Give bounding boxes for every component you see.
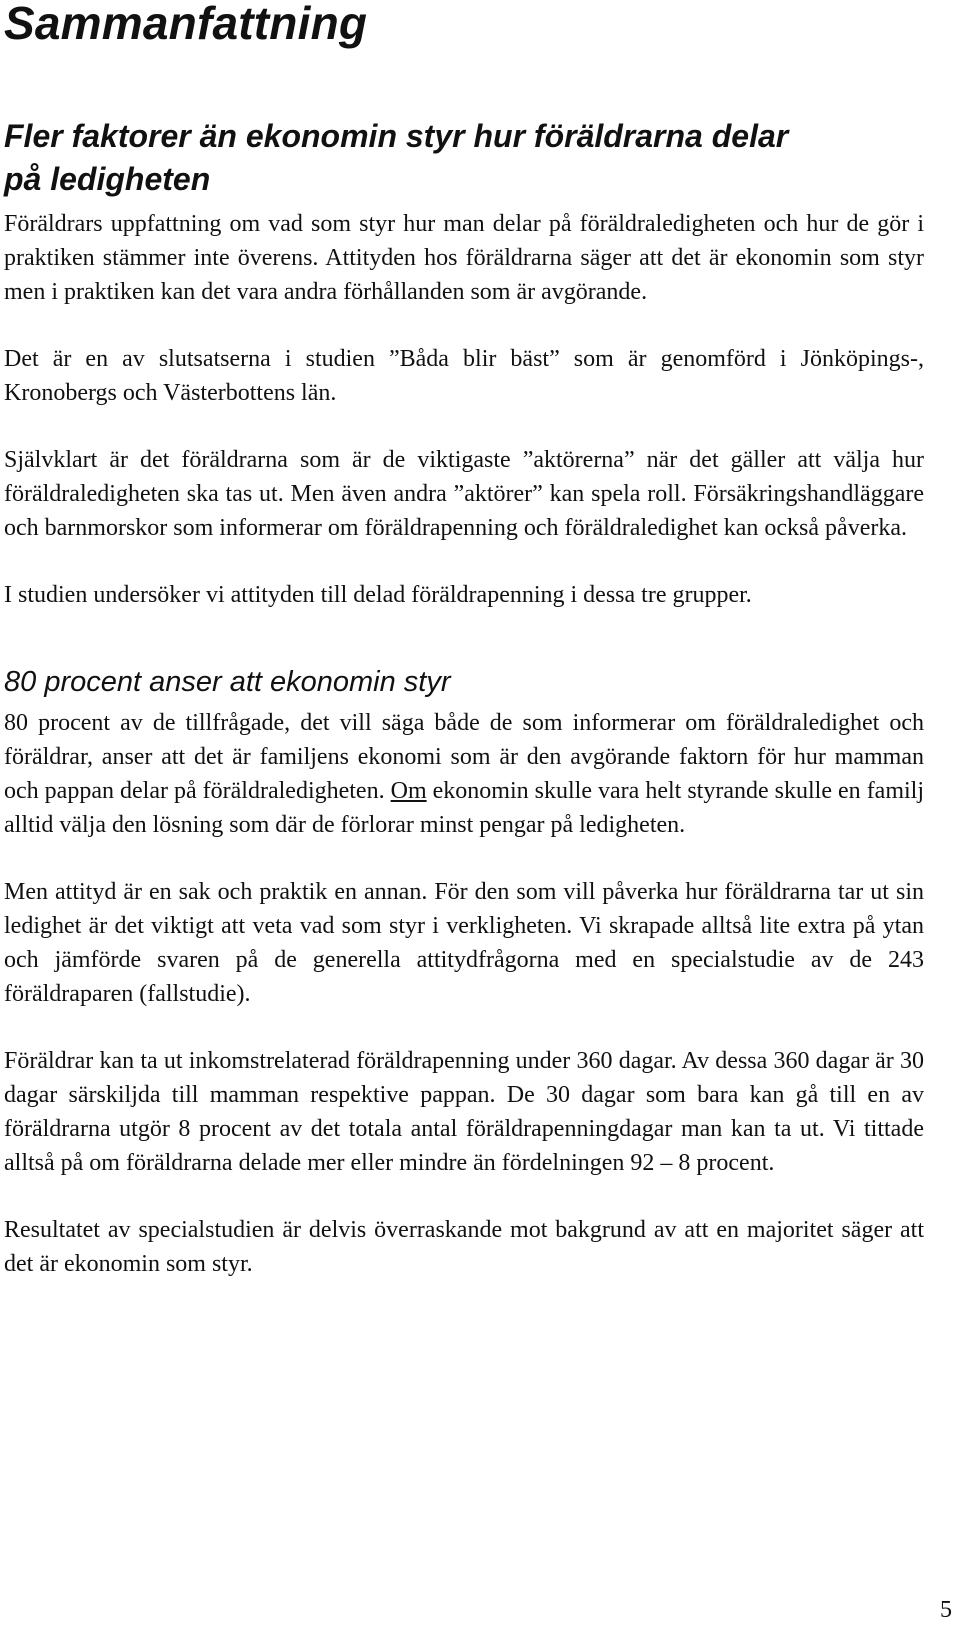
paragraph-result: Resultatet av specialstudien är delvis överraskande mot bakgrund av att en majoritet säger att det är ekonomin som styr. [4,1217,924,1277]
paragraph-study-conclusion: Det är en av slutsatserna i studien ”Båda blir bäst” som är genomförd i Jönköpings-, Kronobergs och Västerbottens län. [4,346,924,406]
paragraph-eighty-percent-text: 80 procent av de tillfrågade, det vill säga både de som informerar om föräldraledighet och föräldrar, anser att det är familjens ekonomi som är den avgörande faktorn för hur mamman och pappan delar på föräldraledigheten. [4,710,924,804]
paragraph-actors: Självklart är det föräldrarna som är de viktigaste ”aktörerna” när det gäller att välja hur föräldraledigheten ska tas ut. Men även andra ”aktörer” kan spela roll. Försäkringshandläggare och barnmorskor som informerar om föräldrapenning och föräldraledighet kan också påverka. [4,447,924,541]
paragraph-eighty-percent [4,706,924,842]
section-heading-economy: 80 procent anser att ekonomin styr [4,666,451,698]
document-page [4,0,924,1314]
paragraph-study-groups: I studien undersöker vi attityden till delad föräldrapenning i dessa tre grupper. [4,582,752,608]
underlined-word: Om [390,778,427,804]
paragraph-parental-benefit-days: Föräldrar kan ta ut inkomstrelaterad föräldrapenning under 360 dagar. Av dessa 360 dagar är 30 dagar särskiljda till mamman respektive pappan. De 30 dagar som bara kan gå till en av föräldrarna utgör 8 procent av det totala antal föräldrapenningdagar man kan ta ut. Vi tittade alltså på om föräldrarna delade mer eller mindre än fördelningen 92 – 8 procent. [4,1048,924,1176]
paragraph-eighty-percent-rest: ekonomin skulle vara helt styrande skulle en familj alltid välja den lösning som där de förlorar minst pengar på ledigheten. [4,778,925,838]
section-heading-factors: Fler faktorer än ekonomin styr hur föräldrarna delar på ledigheten [4,118,789,197]
page-title: Sammanfattning [4,0,368,49]
page-number: 5 [940,1597,952,1623]
paragraph-attitude-practice: Men attityd är en sak och praktik en annan. För den som vill påverka hur föräldrarna tar ut sin ledighet är det viktigt att veta vad som styr i verkligheten. Vi skrapade alltså lite extra på ytan och jämförde svaren på de generella attitydfrågorna med en specialstudie av de 243 föräldraparen (fallstudie). [4,879,924,1007]
paragraph-attitudes: Föräldrars uppfattning om vad som styr hur man delar på föräldraledigheten och hur de gör i praktiken stämmer inte överens. Attityden hos föräldrarna säger att det är ekonomin som styr men i praktiken kan det vara andra förhållanden som är avgörande. [4,211,924,305]
